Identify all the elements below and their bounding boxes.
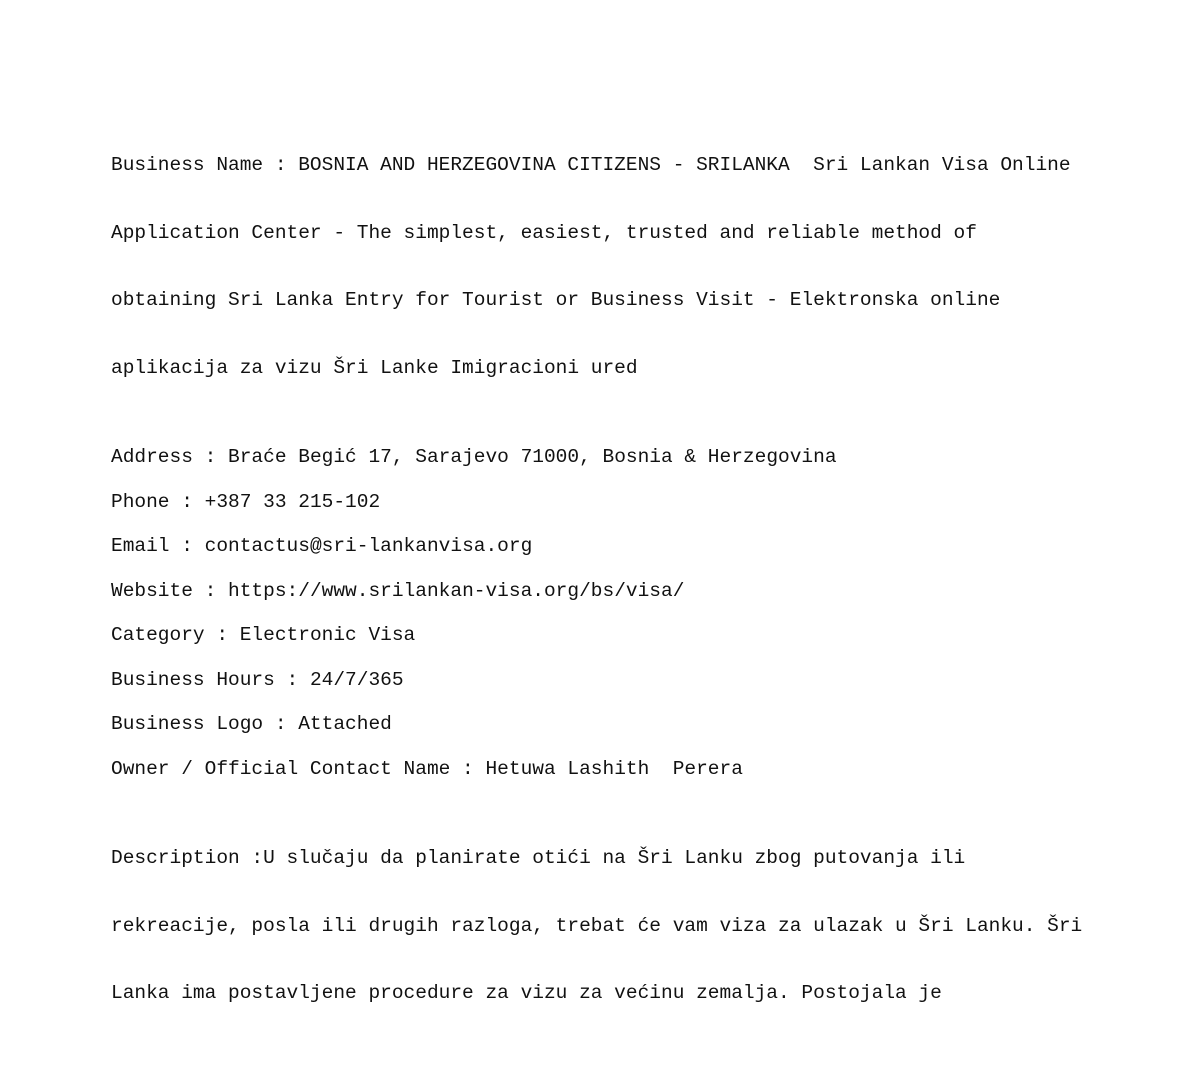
owner-label: Owner / Official Contact Name : <box>111 757 486 780</box>
phone-field <box>111 491 1191 514</box>
address-value: Braće Begić 17, Sarajevo 71000, Bosnia & Herzegovina <box>228 446 837 468</box>
description-line: rekreacije, posla ili drugih razloga, trebat će vam viza za ulazak u Šri Lanku. Šri <box>111 914 1083 937</box>
category-field <box>111 624 1191 647</box>
address-label: Address : <box>111 446 229 468</box>
email-value: contactus@sri-lankanvisa.org <box>204 535 533 557</box>
website-value: https://www.srilankan-visa.org/bs/visa/ <box>228 579 685 602</box>
website-label: Website : <box>111 579 229 602</box>
category-value: Electronic Visa <box>239 624 416 646</box>
business-listing-text <box>111 109 1191 1072</box>
address-field <box>111 446 1191 469</box>
business-hours-value: 24/7/365 <box>309 668 404 691</box>
description-line: Lanka ima postavljene procedure za vizu za većinu zemalja. Postojala je <box>111 982 942 1004</box>
business-name-paragraph <box>111 109 1191 424</box>
phone-label: Phone : <box>111 490 205 513</box>
business-hours-field <box>111 669 1191 692</box>
business-name-line: obtaining Sri Lanka Entry for Tourist or Business Visit - Elektronska online <box>111 289 1001 311</box>
email-label: Email : <box>111 535 205 557</box>
category-label: Category : <box>111 624 240 646</box>
website-field <box>111 580 1191 603</box>
business-logo-field <box>111 713 1191 736</box>
business-name-line: Application Center - The simplest, easiest, trusted and reliable method of <box>111 221 977 244</box>
phone-value: +387 33 215-102 <box>204 490 381 513</box>
business-logo-label: Business Logo : <box>111 713 299 735</box>
description-line: Description :U slučaju da planirate otići na Šri Lanku zbog putovanja ili <box>111 847 966 869</box>
business-hours-label: Business Hours : <box>111 668 310 691</box>
description-paragraph <box>111 802 1191 1050</box>
business-name-line: Business Name : BOSNIA AND HERZEGOVINA CITIZENS - SRILANKA Sri Lankan Visa Online <box>111 154 1071 176</box>
business-name-line: aplikacija za vizu Šri Lanke Imigracioni ured <box>111 356 638 379</box>
owner-field <box>111 758 1191 781</box>
email-field <box>111 535 1191 558</box>
owner-value: Hetuwa Lashith Perera <box>485 757 743 780</box>
business-logo-value: Attached <box>298 713 392 735</box>
